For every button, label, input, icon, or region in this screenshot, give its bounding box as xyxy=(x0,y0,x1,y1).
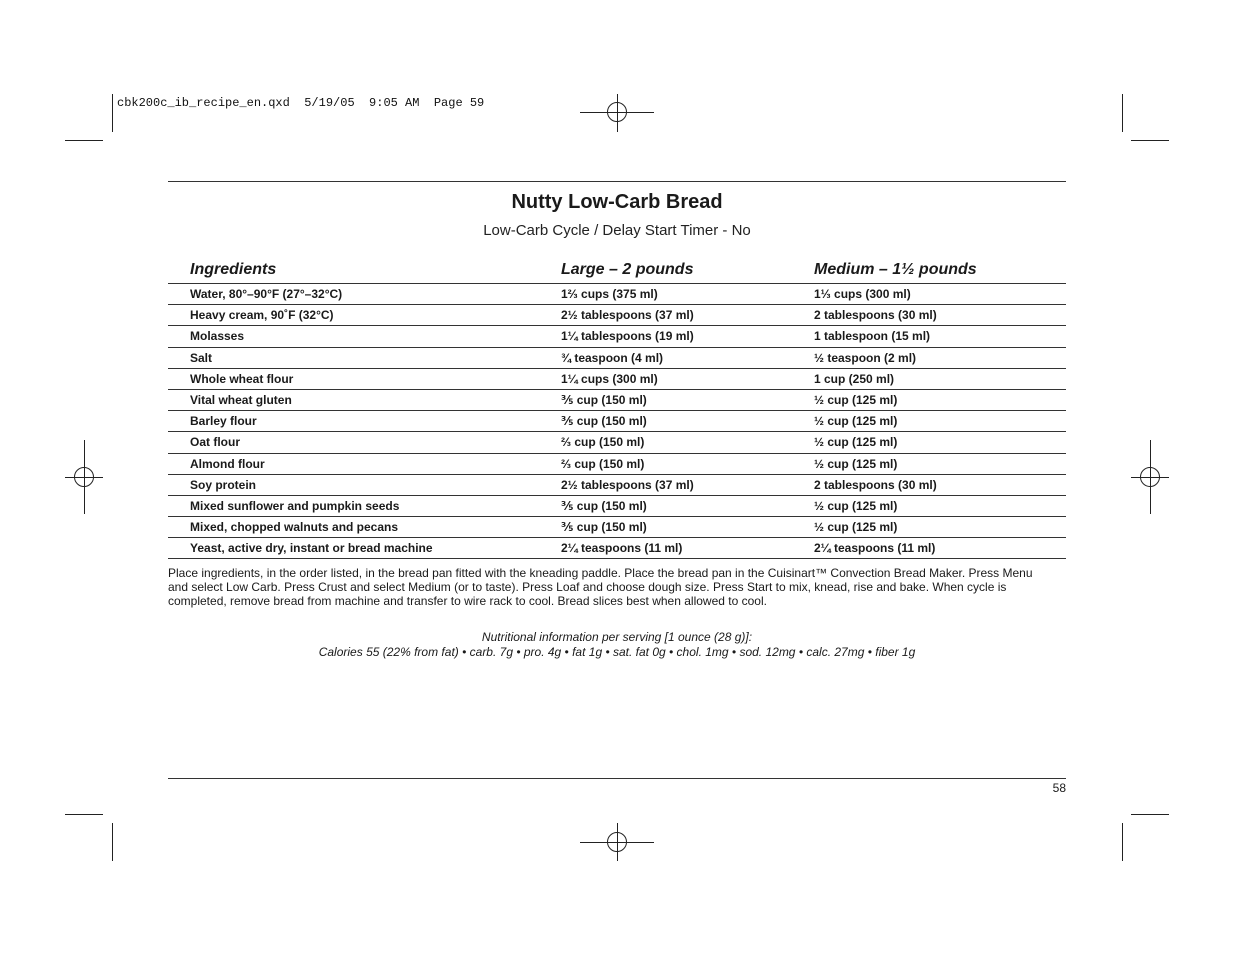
large-amount-cell: ⅗ cup (150 ml) xyxy=(561,414,647,429)
instructions-text: Place ingredients, in the order listed, in the bread pan fitted with the kneading paddle. Place the bread pan in the Cuisinart™ Convection Bread Maker. Press Menu and select Low Carb. Press Crust and select Medium (or to taste). Press Loaf and choose dough size. Press Start to mix, knead, rise and bake. When cycle is completed, remove bread from machine and transfer to wire rack to cool. Bread slices best when allowed to cool. xyxy=(168,566,1033,608)
large-amount-cell: 1¼ tablespoons (19 ml) xyxy=(561,329,694,344)
large-amount-cell: ⅗ cup (150 ml) xyxy=(561,392,647,407)
recipe-subtitle: Low-Carb Cycle / Delay Start Timer - No xyxy=(483,222,751,239)
table-header xyxy=(168,258,1066,284)
ingredient-cell: Whole wheat flour xyxy=(190,371,294,386)
medium-amount-cell: ½ cup (125 ml) xyxy=(814,414,898,429)
medium-amount-cell: 1⅓ cups (300 ml) xyxy=(814,287,911,301)
ingredient-cell: Mixed sunflower and pumpkin seeds xyxy=(190,498,400,513)
table-row xyxy=(168,517,1066,538)
ingredient-cell: Heavy cream, 90˚F (32°C) xyxy=(190,308,334,323)
table-row xyxy=(168,454,1066,475)
header-ingredients: Ingredients xyxy=(190,261,277,278)
table-row xyxy=(168,475,1066,496)
medium-amount-cell: ½ cup (125 ml) xyxy=(814,435,898,450)
ingredient-cell: Yeast, active dry, instant or bread machine xyxy=(190,541,433,556)
medium-amount-cell: ½ cup (125 ml) xyxy=(814,392,898,407)
crop-mark-top-right-h xyxy=(1131,140,1169,141)
ingredient-cell: Oat flour xyxy=(190,435,240,450)
large-amount-cell: 1⅔ cups (375 ml) xyxy=(561,287,658,301)
ingredient-cell: Water, 80°–90°F (27°–32°C) xyxy=(190,287,343,301)
bottom-rule xyxy=(168,778,1066,779)
large-amount-cell: ⅗ cup (150 ml) xyxy=(561,520,647,535)
ingredient-cell: Salt xyxy=(190,350,213,365)
large-amount-cell: 2½ tablespoons (37 ml) xyxy=(561,477,694,492)
print-slug-line: cbk200c_ib_recipe_en.qxd 5/19/05 9:05 AM Page 59 xyxy=(117,96,485,110)
header-large: Large – 2 pounds xyxy=(561,261,694,278)
crop-mark-bottom-left-h xyxy=(65,814,103,815)
crop-mark-top-right-v xyxy=(1122,94,1123,132)
table-row xyxy=(168,305,1066,326)
crop-mark-bottom-left-v xyxy=(112,823,113,861)
page-number: 58 xyxy=(1052,781,1066,795)
medium-amount-cell: ½ cup (125 ml) xyxy=(814,520,898,535)
large-amount-cell: ⅔ cup (150 ml) xyxy=(561,435,645,450)
crop-mark-top-left-v xyxy=(112,94,113,132)
ingredient-cell: Vital wheat gluten xyxy=(190,392,292,407)
medium-amount-cell: 1 tablespoon (15 ml) xyxy=(814,329,931,344)
table-row xyxy=(168,326,1066,347)
crop-mark-bottom-right-v xyxy=(1122,823,1123,861)
table-row xyxy=(168,411,1066,432)
table-row xyxy=(168,390,1066,411)
medium-amount-cell: 2 tablespoons (30 ml) xyxy=(814,477,937,492)
medium-amount-cell: 1 cup (250 ml) xyxy=(814,371,895,386)
crop-mark-top-left-h xyxy=(65,140,103,141)
nutrition-heading: Nutritional information per serving [1 ounce (28 g)]: xyxy=(481,630,753,644)
large-amount-cell: 2¼ teaspoons (11 ml) xyxy=(561,541,683,556)
ingredient-cell: Molasses xyxy=(190,329,245,344)
medium-amount-cell: ½ cup (125 ml) xyxy=(814,498,898,513)
nutrition-values: Calories 55 (22% from fat) • carb. 7g • pro. 4g • fat 1g • sat. fat 0g • chol. 1mg • sod. 12mg • calc. 27mg • fiber 1g xyxy=(318,645,916,659)
large-amount-cell: ¾ teaspoon (4 ml) xyxy=(561,350,664,365)
large-amount-cell: 2½ tablespoons (37 ml) xyxy=(561,308,694,323)
recipe-title: Nutty Low-Carb Bread xyxy=(511,191,723,213)
table-row xyxy=(168,348,1066,369)
table-row xyxy=(168,369,1066,390)
ingredient-cell: Mixed, chopped walnuts and pecans xyxy=(190,520,399,535)
ingredient-cell: Soy protein xyxy=(190,477,257,492)
header-medium: Medium – 1½ pounds xyxy=(814,261,977,278)
medium-amount-cell: 2 tablespoons (30 ml) xyxy=(814,308,937,323)
ingredient-cell: Barley flour xyxy=(190,414,257,429)
table-row xyxy=(168,496,1066,517)
ingredients-table xyxy=(168,258,1066,559)
table-row xyxy=(168,284,1066,305)
table-row xyxy=(168,538,1066,559)
large-amount-cell: ⅗ cup (150 ml) xyxy=(561,498,647,513)
medium-amount-cell: 2¼ teaspoons (11 ml) xyxy=(814,541,936,556)
crop-mark-bottom-right-h xyxy=(1131,814,1169,815)
large-amount-cell: ⅔ cup (150 ml) xyxy=(561,456,645,471)
large-amount-cell: 1¼ cups (300 ml) xyxy=(561,371,658,386)
medium-amount-cell: ½ teaspoon (2 ml) xyxy=(814,350,917,365)
medium-amount-cell: ½ cup (125 ml) xyxy=(814,456,898,471)
table-row xyxy=(168,432,1066,453)
top-rule xyxy=(168,181,1066,182)
ingredient-cell: Almond flour xyxy=(190,456,265,471)
